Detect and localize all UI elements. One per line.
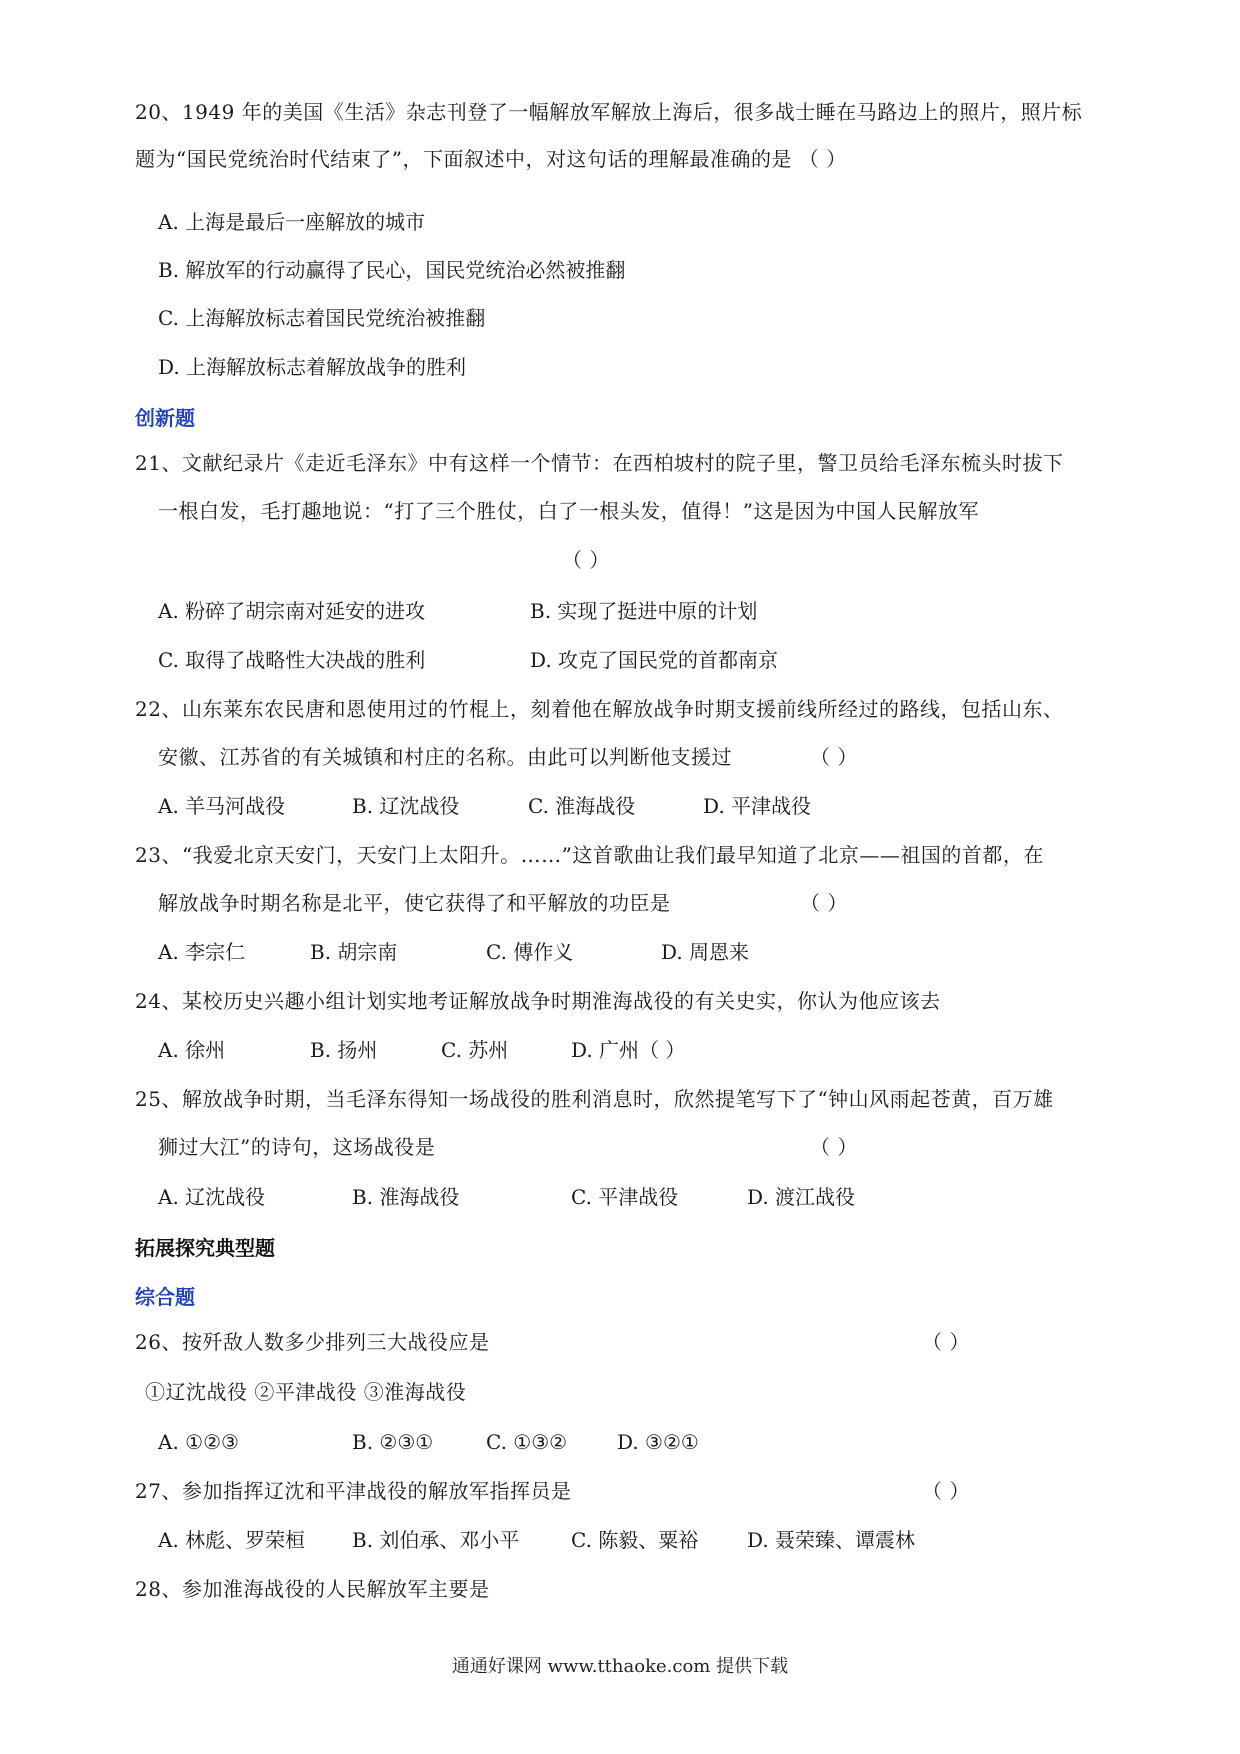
q22-option-c: C. 淮海战役: [528, 794, 636, 818]
q25-option-a: A. 辽沈战役: [158, 1185, 266, 1209]
q21-option-a: A. 粉碎了胡宗南对延安的进攻: [158, 599, 426, 623]
q26-option-d: D. ③②①: [617, 1430, 699, 1454]
q23-answer-paren: （ ）: [800, 891, 848, 915]
q20-option-b: B. 解放军的行动赢得了民心，国民党统治必然被推翻: [158, 258, 626, 282]
q26-stem-line1: 26、按歼敌人数多少排列三大战役应是: [135, 1330, 490, 1354]
q24-option-d: D. 广州（ ）: [571, 1038, 686, 1062]
q24-stem-line1: 24、某校历史兴趣小组计划实地考证解放战争时期淮海战役的有关史实，你认为他应该去: [135, 989, 941, 1013]
q23-option-a: A. 李宗仁: [158, 940, 246, 964]
q20-option-a: A. 上海是最后一座解放的城市: [158, 210, 426, 234]
q21-stem-line1: 21、文献纪录片《走近毛泽东》中有这样一个情节：在西柏坡村的院子里，警卫员给毛泽东梳头时拔下: [135, 451, 1064, 475]
q26-option-c: C. ①③②: [486, 1430, 568, 1454]
q27-option-d: D. 聂荣臻、谭震林: [747, 1528, 916, 1552]
section-heading-extend: 拓展探究典型题: [135, 1236, 275, 1260]
q23-option-c: C. 傅作义: [486, 940, 574, 964]
q22-stem-line2: 安徽、江苏省的有关城镇和村庄的名称。由此可以判断他支援过: [158, 745, 732, 769]
q21-option-b: B. 实现了挺进中原的计划: [530, 599, 758, 623]
q27-answer-paren: （ ）: [922, 1479, 970, 1503]
section-heading-comprehensive: 综合题: [135, 1285, 195, 1309]
q22-option-b: B. 辽沈战役: [352, 794, 460, 818]
q26-option-b: B. ②③①: [352, 1430, 434, 1454]
q22-stem-line1: 22、山东莱东农民唐和恩使用过的竹棍上，刻着他在解放战争时期支援前线所经过的路线，包括山东、: [135, 697, 1064, 721]
q26-option-a: A. ①②③: [158, 1430, 239, 1454]
q20-option-d: D. 上海解放标志着解放战争的胜利: [158, 355, 467, 379]
q21-option-d: D. 攻克了国民党的首都南京: [530, 648, 779, 672]
section-heading-innovation: 创新题: [135, 406, 195, 430]
q23-option-b: B. 胡宗南: [310, 940, 398, 964]
q23-stem-line2: 解放战争时期名称是北平，使它获得了和平解放的功臣是: [158, 891, 671, 915]
q21-stem-line2: 一根白发，毛打趣地说：“打了三个胜仗，白了一根头发，值得！”这是因为中国人民解放军: [158, 499, 979, 523]
q20-stem-line1: 20、1949 年的美国《生活》杂志刊登了一幅解放军解放上海后，很多战士睡在马路边上的照片，照片标: [135, 100, 1083, 124]
footer-source: 通通好课网 www.tthaoke.com 提供下载: [451, 1656, 789, 1677]
q26-stem-line2: ①辽沈战役 ②平津战役 ③淮海战役: [145, 1380, 467, 1404]
q23-stem-line1: 23、“我爱北京天安门，天安门上太阳升。……”这首歌曲让我们最早知道了北京——祖国的首都，在: [135, 843, 1044, 867]
q25-option-c: C. 平津战役: [571, 1185, 679, 1209]
q28-stem-line1: 28、参加淮海战役的人民解放军主要是: [135, 1577, 490, 1601]
q23-option-d: D. 周恩来: [661, 940, 750, 964]
q27-option-b: B. 刘伯承、邓小平: [352, 1528, 520, 1552]
q26-answer-paren: （ ）: [922, 1330, 970, 1354]
q22-option-d: D. 平津战役: [703, 794, 812, 818]
q27-option-c: C. 陈毅、粟裕: [571, 1528, 699, 1552]
q20-stem-line2: 题为“国民党统治时代结束了”，下面叙述中，对这句话的理解最准确的是 （ ）: [135, 147, 847, 171]
q24-option-a: A. 徐州: [158, 1038, 226, 1062]
q27-option-a: A. 林彪、罗荣桓: [158, 1528, 306, 1552]
q25-option-b: B. 淮海战役: [352, 1185, 460, 1209]
q24-option-b: B. 扬州: [310, 1038, 378, 1062]
q24-option-c: C. 苏州: [441, 1038, 509, 1062]
q27-stem-line1: 27、参加指挥辽沈和平津战役的解放军指挥员是: [135, 1479, 572, 1503]
q22-answer-paren: （ ）: [810, 745, 858, 769]
q25-stem-line1: 25、解放战争时期，当毛泽东得知一场战役的胜利消息时，欣然提笔写下了“钟山风雨起苍黄，百万雄: [135, 1087, 1054, 1111]
q22-option-a: A. 羊马河战役: [158, 794, 286, 818]
q25-answer-paren: （ ）: [810, 1135, 858, 1159]
q20-option-c: C. 上海解放标志着国民党统治被推翻: [158, 306, 486, 330]
q21-answer-paren: （ ）: [562, 548, 610, 572]
q21-option-c: C. 取得了战略性大决战的胜利: [158, 648, 426, 672]
q25-stem-line2: 狮过大江”的诗句，这场战役是: [158, 1135, 436, 1159]
q25-option-d: D. 渡江战役: [747, 1185, 856, 1209]
